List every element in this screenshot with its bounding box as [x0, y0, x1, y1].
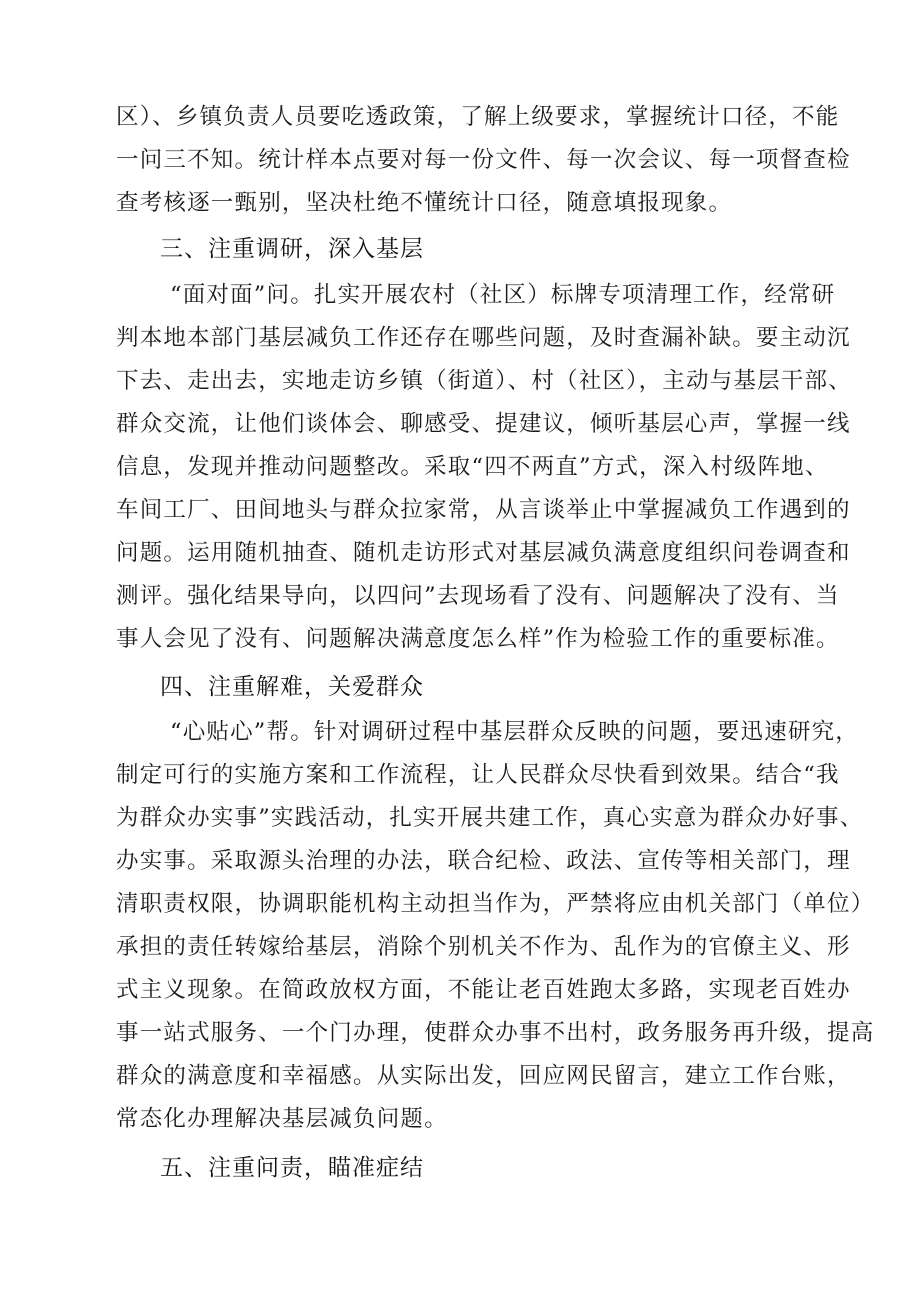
paragraph-line: 一问三不知。统计样本点要对每一份文件、每一次会议、每一项督查检 [116, 147, 851, 173]
paragraph-line: 式主义现象。在简政放权方面，不能让老百姓跑太多路，实现老百姓办 [116, 977, 851, 1003]
paragraph-line: 车间工厂、田间地头与群众拉家常，从言谈举止中掌握减负工作遇到的 [116, 497, 851, 523]
paragraph-line: 查考核逐一甄别，坚决杜绝不懂统计口径，随意填报现象。 [116, 190, 733, 216]
paragraph-line: 承担的责任转嫁给基层，消除个别机关不作为、乱作为的官僚主义、形 [116, 934, 851, 960]
paragraph-line: 测评。强化结果导向，以四问”去现场看了没有、问题解决了没有、当 [116, 583, 840, 609]
paragraph-line: 清职责权限，协调职能机构主动担当作为，严禁将应由机关部门（单位） [116, 891, 875, 917]
paragraph-line: 问题。运用随机抽查、随机走访形式对基层减负满意度组织问卷调查和 [116, 540, 851, 566]
paragraph-line: 区）、乡镇负责人员要吃透政策，了解上级要求，掌握统计口径，不能 [116, 104, 840, 130]
paragraph-line: 群众交流，让他们谈体会、聊感受、提建议，倾听基层心声，掌握一线 [116, 411, 851, 437]
paragraph-line: 办实事。采取源头治理的办法，联合纪检、政法、宣传等相关部门，理 [116, 848, 851, 874]
section-heading-4: 四、注重解难，关爱群众 [160, 674, 424, 700]
section-heading-5: 五、注重问责，瞄准症结 [160, 1155, 424, 1181]
paragraph-line: 制定可行的实施方案和工作流程，让人民群众尽快看到效果。结合“我 [116, 762, 840, 788]
paragraph-line: “面对面”问。扎实开展农村（社区）标牌专项清理工作，经常研 [170, 282, 836, 308]
paragraph-line: “心贴心”帮。针对调研过程中基层群众反映的问题，要迅速研究， [170, 719, 860, 745]
paragraph-line: 群众的满意度和幸福感。从实际出发，回应网民留言，建立工作台账， [116, 1063, 851, 1089]
paragraph-line: 信息，发现并推动问题整改。采取“四不两直”方式，深入村级阵地、 [116, 454, 829, 480]
paragraph-line: 事人会见了没有、问题解决满意度怎么样”作为检验工作的重要标准。 [116, 626, 840, 652]
paragraph-line: 判本地本部门基层减负工作还存在哪些问题，及时查漏补缺。要主动沉 [116, 325, 851, 351]
paragraph-line: 常态化办理解决基层减负问题。 [116, 1106, 448, 1132]
paragraph-line: 事一站式服务、一个门办理，使群众办事不出村，政务服务再升级，提高 [116, 1020, 875, 1046]
section-heading-3: 三、注重调研，深入基层 [160, 236, 424, 262]
paragraph-line: 为群众办实事”实践活动，扎实开展共建工作，真心实意为群众办好事、 [116, 805, 864, 831]
paragraph-line: 下去、走出去，实地走访乡镇（街道）、村（社区），主动与基层干部、 [116, 368, 852, 394]
